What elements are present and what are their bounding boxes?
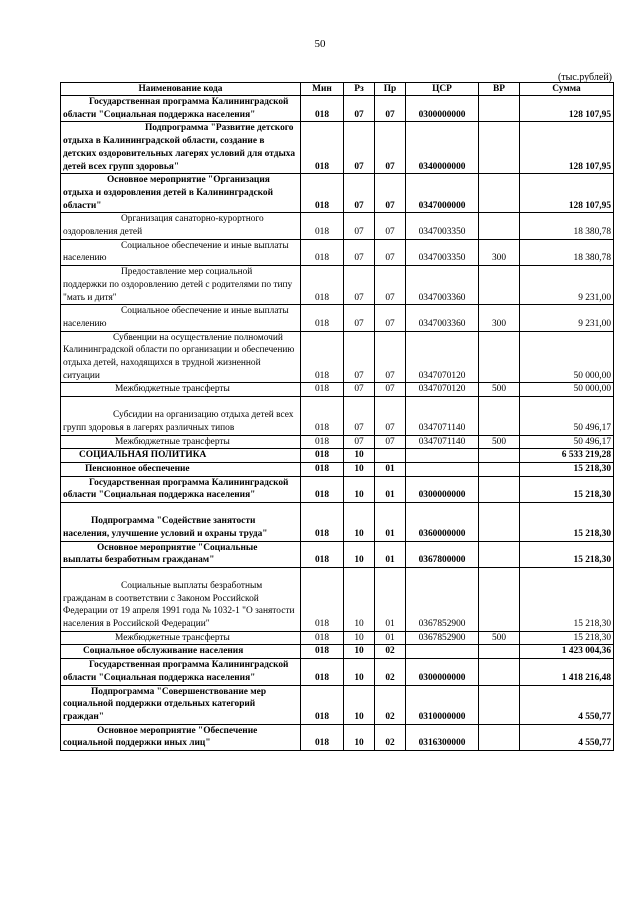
row-name: Основное мероприятие "Организация отдыха и оздоровления детей в Калининградской области" [61, 174, 301, 213]
table-row [61, 724, 614, 750]
row-sum: 50 000,00 [520, 383, 614, 397]
row-rz: 10 [344, 659, 375, 685]
row-min: 018 [301, 503, 344, 541]
row-pr [375, 449, 406, 463]
row-pr: 02 [375, 724, 406, 750]
row-rz: 07 [344, 239, 375, 265]
header-vr: ВР [479, 83, 520, 96]
row-name: Социальное обслуживание населения [61, 645, 301, 659]
row-name: Субвенции на осуществление полномочий Калининградской области по организации и обеспечению отдыха детей, находящихся в трудной жизненной ситуации [61, 331, 301, 383]
row-sum: 15 218,30 [520, 503, 614, 541]
budget-table [60, 82, 614, 751]
header-csr: ЦСР [406, 83, 479, 96]
header-name: Наименование кода [61, 83, 301, 96]
table-row [61, 503, 614, 541]
row-pr: 02 [375, 685, 406, 724]
row-name: Межбюджетные трансферты [61, 631, 301, 645]
row-vr: 500 [479, 383, 520, 397]
row-pr: 01 [375, 503, 406, 541]
row-name: Социальные выплаты безработным гражданам в соответствии с Законом Российской Федерации от 19 апреля 1991 года № 1032-1 "О занятости населения в Российской Федерации" [61, 567, 301, 631]
row-csr: 0360000000 [406, 503, 479, 541]
row-csr: 0347070120 [406, 331, 479, 383]
row-pr: 01 [375, 541, 406, 567]
row-vr [479, 659, 520, 685]
row-sum: 4 550,77 [520, 685, 614, 724]
table-row [61, 239, 614, 265]
row-rz: 07 [344, 383, 375, 397]
row-pr: 01 [375, 462, 406, 476]
row-name: Межбюджетные трансферты [61, 435, 301, 449]
row-min: 018 [301, 305, 344, 331]
row-vr [479, 331, 520, 383]
row-name: Основное мероприятие "Обеспечение социальной поддержки иных лиц" [61, 724, 301, 750]
page-number: 50 [314, 38, 326, 50]
row-name: Социальное обеспечение и иные выплаты населению [61, 305, 301, 331]
row-rz: 07 [344, 174, 375, 213]
row-sum: 128 107,95 [520, 174, 614, 213]
row-csr: 0347003360 [406, 305, 479, 331]
table-row [61, 383, 614, 397]
row-pr: 07 [375, 383, 406, 397]
row-pr: 07 [375, 305, 406, 331]
row-sum: 4 550,77 [520, 724, 614, 750]
row-min: 018 [301, 122, 344, 174]
row-name: Субсидии на организацию отдыха детей всех групп здоровья в лагерях различных типов [61, 397, 301, 435]
row-csr: 0310000000 [406, 685, 479, 724]
row-name: Межбюджетные трансферты [61, 383, 301, 397]
table-row [61, 631, 614, 645]
row-sum: 18 380,78 [520, 239, 614, 265]
row-min: 018 [301, 631, 344, 645]
row-pr: 07 [375, 266, 406, 305]
row-csr: 0300000000 [406, 659, 479, 685]
table-header-row [61, 83, 614, 96]
row-vr [479, 449, 520, 463]
row-name: Подпрограмма "Развитие детского отдыха в Калининградской области, создание в детских оздоровительных лагерях условий для отдыха детей всех групп здоровья" [61, 122, 301, 174]
row-sum: 9 231,00 [520, 305, 614, 331]
row-vr: 500 [479, 631, 520, 645]
table-row [61, 541, 614, 567]
row-pr: 07 [375, 96, 406, 122]
row-min: 018 [301, 266, 344, 305]
row-min: 018 [301, 213, 344, 239]
row-csr: 0347070120 [406, 383, 479, 397]
row-csr: 0367852900 [406, 631, 479, 645]
row-pr: 01 [375, 476, 406, 502]
row-name: Основное мероприятие "Социальные выплаты безработным гражданам" [61, 541, 301, 567]
row-name: Пенсионное обеспечение [61, 462, 301, 476]
row-min: 018 [301, 239, 344, 265]
row-name: СОЦИАЛЬНАЯ ПОЛИТИКА [61, 449, 301, 463]
row-name: Государственная программа Калининградской области "Социальная поддержка населения" [61, 96, 301, 122]
row-csr: 0347000000 [406, 174, 479, 213]
row-min: 018 [301, 449, 344, 463]
row-min: 018 [301, 724, 344, 750]
table-row [61, 122, 614, 174]
row-rz: 07 [344, 122, 375, 174]
header-sum: Сумма [520, 83, 614, 96]
row-rz: 07 [344, 96, 375, 122]
table-row [61, 462, 614, 476]
row-min: 018 [301, 462, 344, 476]
row-rz: 10 [344, 645, 375, 659]
row-rz: 10 [344, 685, 375, 724]
row-name: Социальное обеспечение и иные выплаты населению [61, 239, 301, 265]
row-rz: 10 [344, 462, 375, 476]
row-vr [479, 213, 520, 239]
row-sum: 128 107,95 [520, 122, 614, 174]
table-row [61, 331, 614, 383]
row-name: Государственная программа Калининградской области "Социальная поддержка населения" [61, 476, 301, 502]
row-pr: 02 [375, 659, 406, 685]
row-sum: 50 496,17 [520, 435, 614, 449]
row-rz: 10 [344, 503, 375, 541]
row-sum: 6 533 219,28 [520, 449, 614, 463]
row-min: 018 [301, 383, 344, 397]
row-vr [479, 685, 520, 724]
row-sum: 15 218,30 [520, 567, 614, 631]
table-row [61, 174, 614, 213]
table-row [61, 476, 614, 502]
row-vr [479, 397, 520, 435]
row-min: 018 [301, 541, 344, 567]
row-pr: 07 [375, 122, 406, 174]
row-vr: 500 [479, 435, 520, 449]
table-row [61, 685, 614, 724]
row-csr: 0347071140 [406, 397, 479, 435]
row-rz: 07 [344, 331, 375, 383]
table-row [61, 213, 614, 239]
row-rz: 10 [344, 631, 375, 645]
row-vr [479, 266, 520, 305]
row-rz: 10 [344, 724, 375, 750]
row-csr: 0347071140 [406, 435, 479, 449]
row-min: 018 [301, 685, 344, 724]
row-csr [406, 462, 479, 476]
row-sum: 9 231,00 [520, 266, 614, 305]
table-row [61, 659, 614, 685]
row-sum: 1 418 216,48 [520, 659, 614, 685]
row-csr: 0347003350 [406, 213, 479, 239]
row-pr: 07 [375, 435, 406, 449]
row-vr [479, 503, 520, 541]
row-sum: 128 107,95 [520, 96, 614, 122]
row-vr: 300 [479, 305, 520, 331]
row-sum: 50 000,00 [520, 331, 614, 383]
table-row [61, 435, 614, 449]
header-min: Мин [301, 83, 344, 96]
row-rz: 07 [344, 305, 375, 331]
row-vr: 300 [479, 239, 520, 265]
row-pr: 07 [375, 239, 406, 265]
table-row [61, 397, 614, 435]
row-vr [479, 724, 520, 750]
row-min: 018 [301, 659, 344, 685]
row-sum: 15 218,30 [520, 462, 614, 476]
units-label: (тыс.рублей) [557, 72, 612, 83]
row-csr: 0300000000 [406, 96, 479, 122]
row-csr [406, 645, 479, 659]
row-pr: 01 [375, 567, 406, 631]
table-row [61, 449, 614, 463]
row-rz: 07 [344, 266, 375, 305]
row-rz: 10 [344, 449, 375, 463]
row-vr [479, 174, 520, 213]
header-pr: Пр [375, 83, 406, 96]
row-name: Предоставление мер социальной поддержки по оздоровлению детей с родителями по типу "мать и дитя" [61, 266, 301, 305]
row-name: Подпрограмма "Содействие занятости населения, улучшение условий и охраны труда" [61, 503, 301, 541]
row-rz: 10 [344, 567, 375, 631]
row-csr [406, 449, 479, 463]
row-vr [479, 122, 520, 174]
row-name: Государственная программа Калининградской области "Социальная поддержка населения" [61, 659, 301, 685]
header-rz: Рз [344, 83, 375, 96]
table-row [61, 266, 614, 305]
row-min: 018 [301, 476, 344, 502]
row-vr [479, 541, 520, 567]
row-pr: 02 [375, 645, 406, 659]
row-rz: 10 [344, 541, 375, 567]
row-csr: 0340000000 [406, 122, 479, 174]
row-vr [479, 476, 520, 502]
row-rz: 07 [344, 397, 375, 435]
row-vr [479, 462, 520, 476]
row-min: 018 [301, 397, 344, 435]
row-vr [479, 96, 520, 122]
row-min: 018 [301, 435, 344, 449]
row-rz: 07 [344, 213, 375, 239]
row-csr: 0347003350 [406, 239, 479, 265]
row-pr: 01 [375, 631, 406, 645]
row-vr [479, 567, 520, 631]
row-rz: 10 [344, 476, 375, 502]
row-pr: 07 [375, 331, 406, 383]
row-csr: 0367852900 [406, 567, 479, 631]
row-sum: 50 496,17 [520, 397, 614, 435]
row-pr: 07 [375, 397, 406, 435]
row-csr: 0347003360 [406, 266, 479, 305]
row-min: 018 [301, 174, 344, 213]
row-name: Подпрограмма "Совершенствование мер социальной поддержки отдельных категорий граждан" [61, 685, 301, 724]
row-rz: 07 [344, 435, 375, 449]
table-row [61, 567, 614, 631]
row-sum: 15 218,30 [520, 631, 614, 645]
row-vr [479, 645, 520, 659]
row-pr: 07 [375, 174, 406, 213]
table-row [61, 96, 614, 122]
row-pr: 07 [375, 213, 406, 239]
row-sum: 18 380,78 [520, 213, 614, 239]
row-sum: 15 218,30 [520, 476, 614, 502]
row-csr: 0316300000 [406, 724, 479, 750]
row-min: 018 [301, 331, 344, 383]
row-sum: 1 423 004,36 [520, 645, 614, 659]
table-row [61, 305, 614, 331]
row-name: Организация санаторно-курортного оздоровления детей [61, 213, 301, 239]
row-sum: 15 218,30 [520, 541, 614, 567]
row-min: 018 [301, 645, 344, 659]
row-min: 018 [301, 96, 344, 122]
row-min: 018 [301, 567, 344, 631]
table-row [61, 645, 614, 659]
row-csr: 0367800000 [406, 541, 479, 567]
row-csr: 0300000000 [406, 476, 479, 502]
